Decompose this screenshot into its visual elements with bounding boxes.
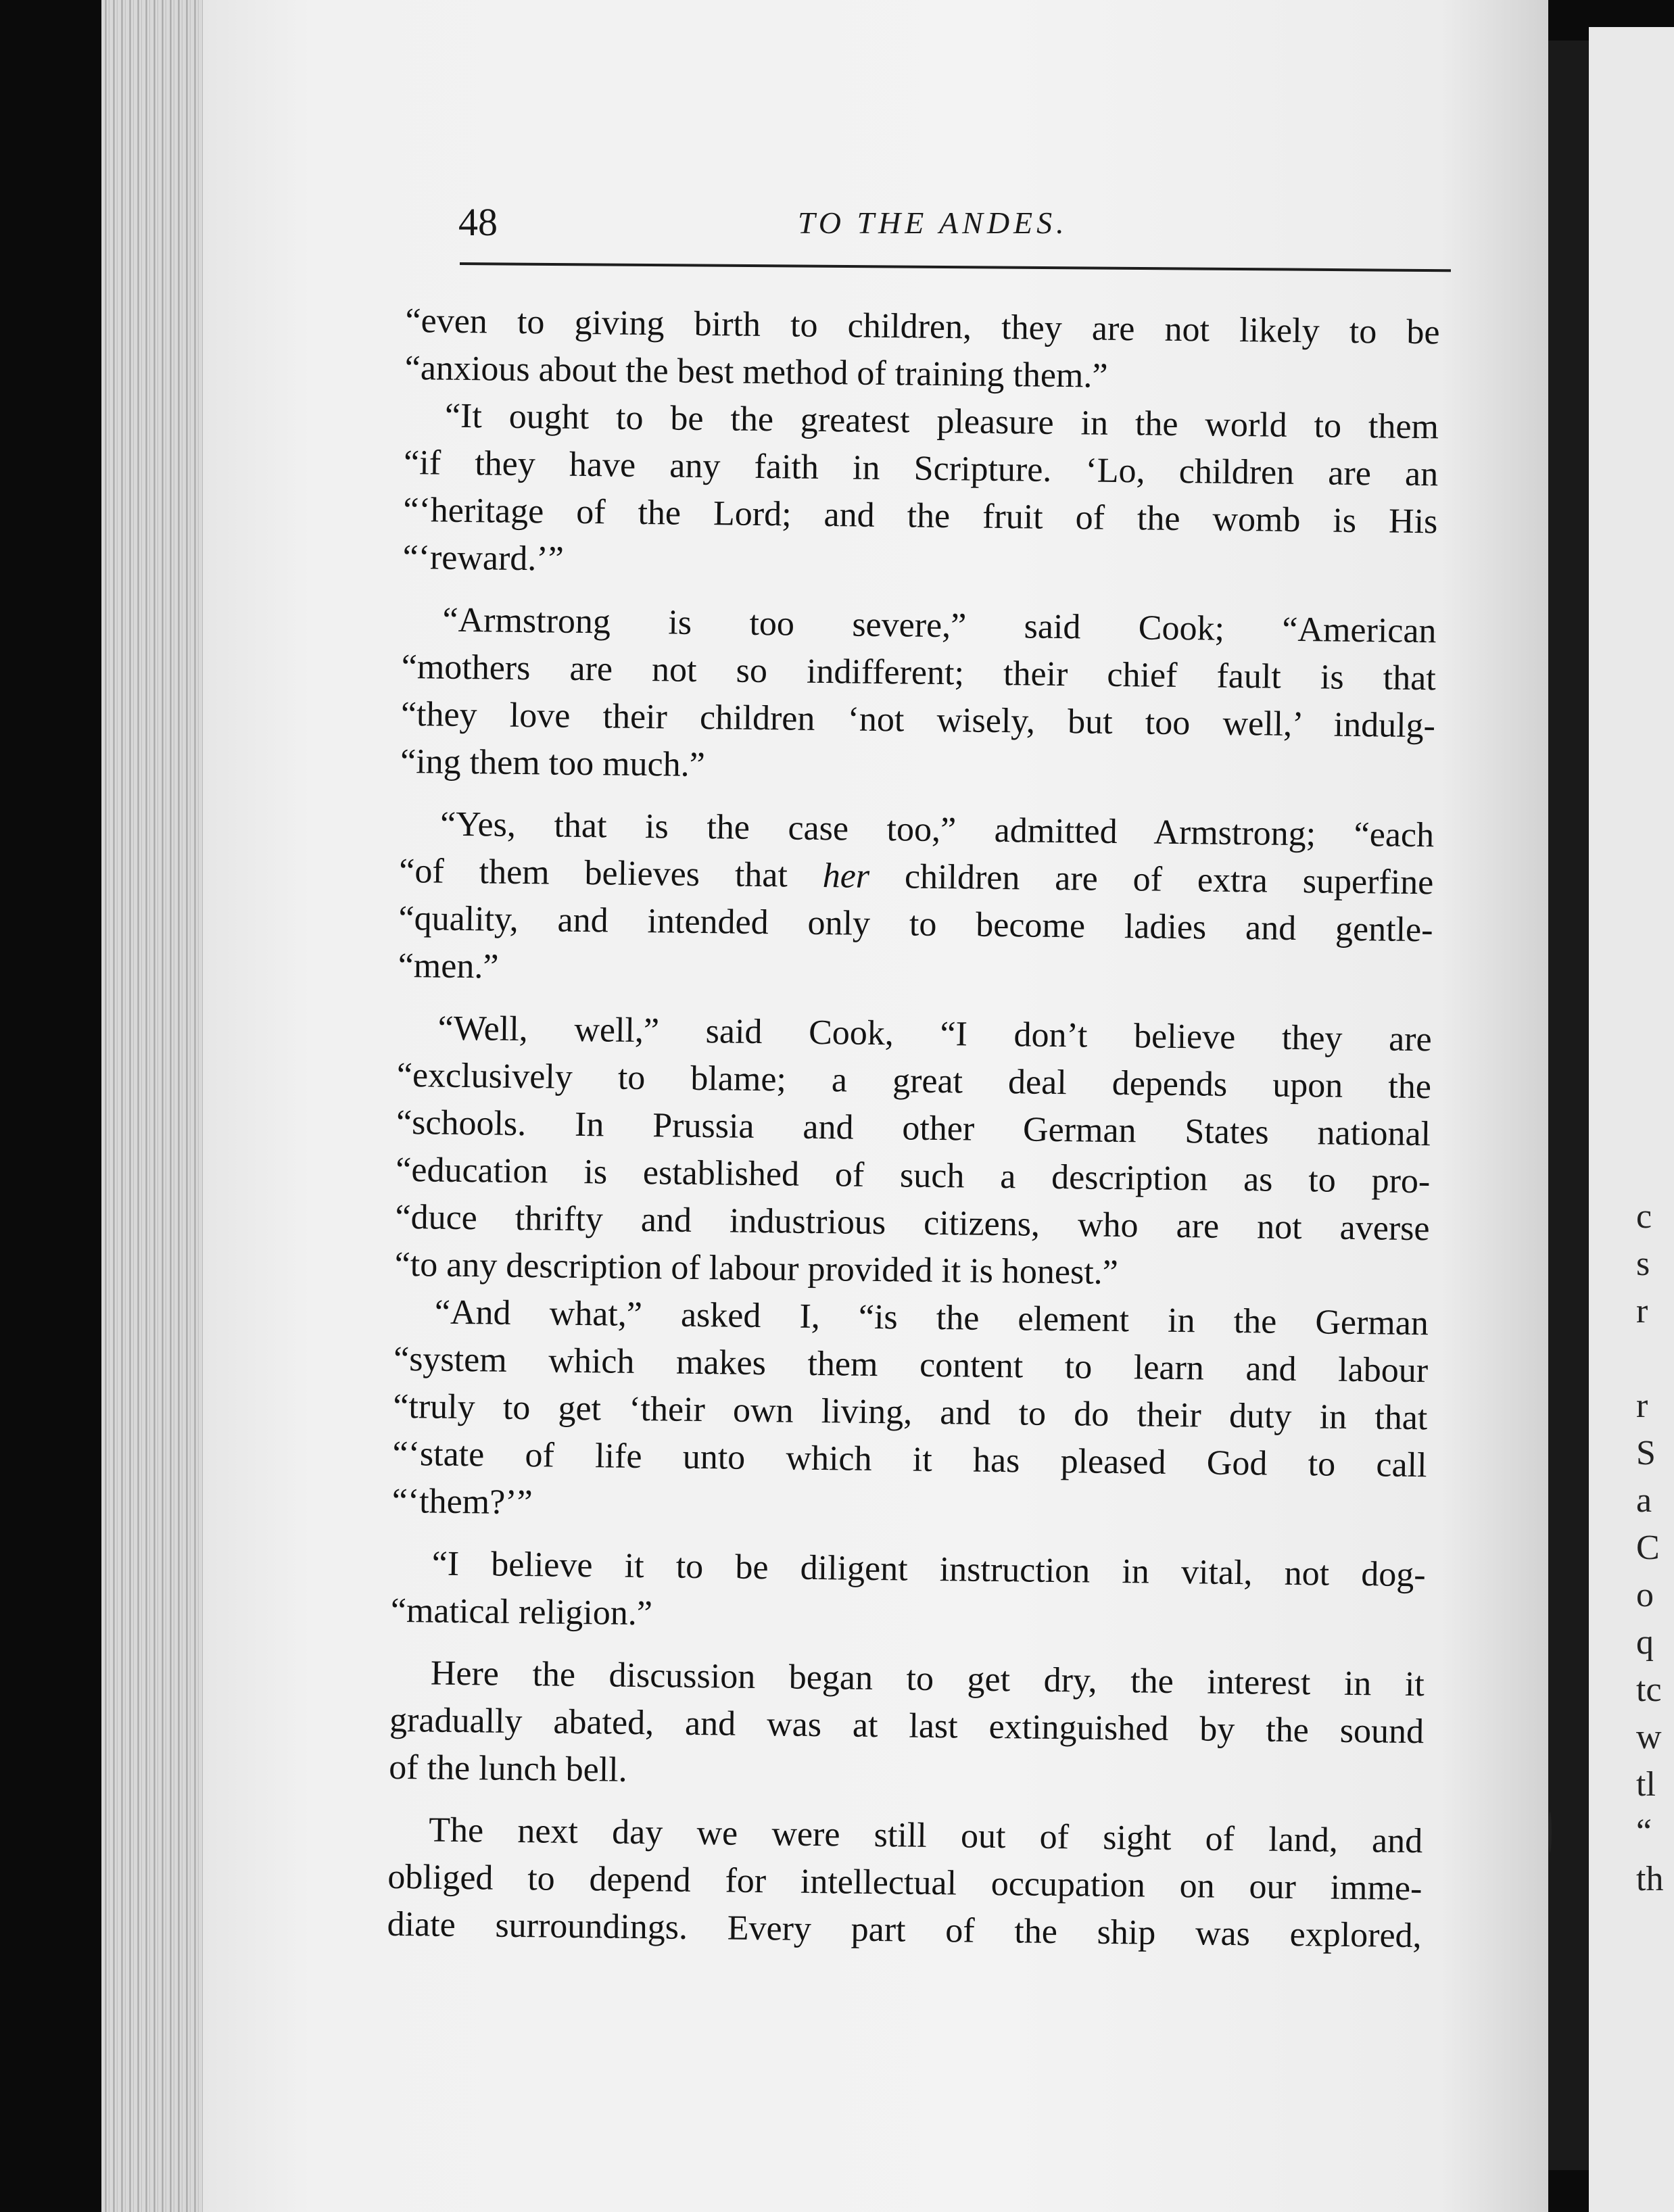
facing-page-letter: w <box>1636 1718 1662 1756</box>
text-line: “duce thrifty and industrious citizens, who are not averse <box>395 1197 1430 1249</box>
text-line: “Armstrong is too severe,” said Cook; “American <box>442 600 1437 651</box>
book-gutter <box>1548 41 1589 2170</box>
text-line: “ing them too much.” <box>400 742 706 785</box>
facing-page-letter: S <box>1636 1434 1656 1472</box>
text-line: The next day we were still out of sight of land, and <box>428 1810 1423 1861</box>
facing-page-letter: r <box>1636 1387 1648 1425</box>
text-line: diate surroundings. Every part of the ship was explored, <box>387 1904 1422 1956</box>
text-line: “men.” <box>398 946 499 986</box>
text-line: “‘state of life unto which it has pleased God to call <box>392 1434 1427 1485</box>
text-line: “‘reward.’” <box>402 537 565 579</box>
text-line: “to any description of labour provided it is honest.” <box>394 1245 1119 1293</box>
scan-mark <box>1548 1812 1552 1852</box>
facing-page-letter: a <box>1636 1481 1652 1520</box>
facing-page-letter: r <box>1636 1292 1648 1330</box>
text-line: gradually abated, and was at last extinguished by the sound <box>389 1700 1425 1752</box>
text-line: “Well, well,” said Cook, “I don’t believe they are <box>437 1009 1432 1059</box>
text-line: “if they have any faith in Scripture. ‘Lo, children are an <box>403 443 1439 494</box>
running-title: TO THE ANDES. <box>798 206 1068 240</box>
facing-page-letter: “ <box>1636 1812 1652 1851</box>
text-line: of the lunch bell. <box>389 1748 627 1789</box>
text-line: “I believe it to be diligent instruction in vital, not dog- <box>431 1544 1426 1595</box>
text-segment: children are of extra superfine <box>869 857 1434 903</box>
text-line: “system which makes them content to learn and labour <box>393 1339 1429 1391</box>
text-line: “they love their children ‘not wisely, but too well,’ indulg- <box>400 694 1436 746</box>
facing-page-letter: C <box>1636 1529 1660 1567</box>
facing-page-letter: tc <box>1636 1670 1662 1709</box>
text-line: “quality, and intended only to become ladies and gentle- <box>398 898 1433 950</box>
text-line: obliged to depend for intellectual occupation on our imme- <box>387 1857 1422 1908</box>
text-line: Here the discussion began to get dry, the interest in it <box>430 1654 1425 1704</box>
text-line: “mothers are not so indifferent; their chief fault is that <box>401 647 1437 698</box>
facing-page-letter: s <box>1636 1245 1650 1283</box>
text-line: “‘them?’” <box>391 1481 533 1522</box>
facing-page-letter: tl <box>1636 1765 1656 1804</box>
text-segment: “of them believes that <box>399 851 823 896</box>
text-line: “education is established of such a description as to pro- <box>396 1150 1431 1201</box>
facing-page-letter: o <box>1636 1576 1654 1614</box>
text-line: “schools. In Prussia and other German States national <box>396 1103 1431 1154</box>
text-line: “matical religion.” <box>390 1591 653 1633</box>
text-line: “It ought to be the greatest pleasure in the world to them <box>444 396 1439 447</box>
facing-page-letter: c <box>1636 1197 1652 1236</box>
facing-page-letter: th <box>1636 1860 1664 1898</box>
facing-page-letter: q <box>1636 1623 1654 1662</box>
text-line: “And what,” asked I, “is the element in the German <box>434 1293 1429 1343</box>
text-line: “even to giving birth to children, they are not likely to be <box>405 301 1440 352</box>
page-number: 48 <box>458 200 498 244</box>
text-line: “exclusively to blame; a great deal depends upon the <box>396 1055 1432 1107</box>
text-line: “Yes, that is the case too,” admitted Armstrong; “each <box>439 804 1435 855</box>
emphasis-her: her <box>822 857 870 896</box>
text-line: “anxious about the best method of training them.” <box>404 348 1108 395</box>
text-line: “truly to get ‘their own living, and to do their duty in that <box>393 1387 1428 1438</box>
running-head <box>0 199 1674 254</box>
body-text <box>387 297 1440 1960</box>
text-line: “‘heritage of the Lord; and the fruit of the womb is His <box>403 490 1438 542</box>
